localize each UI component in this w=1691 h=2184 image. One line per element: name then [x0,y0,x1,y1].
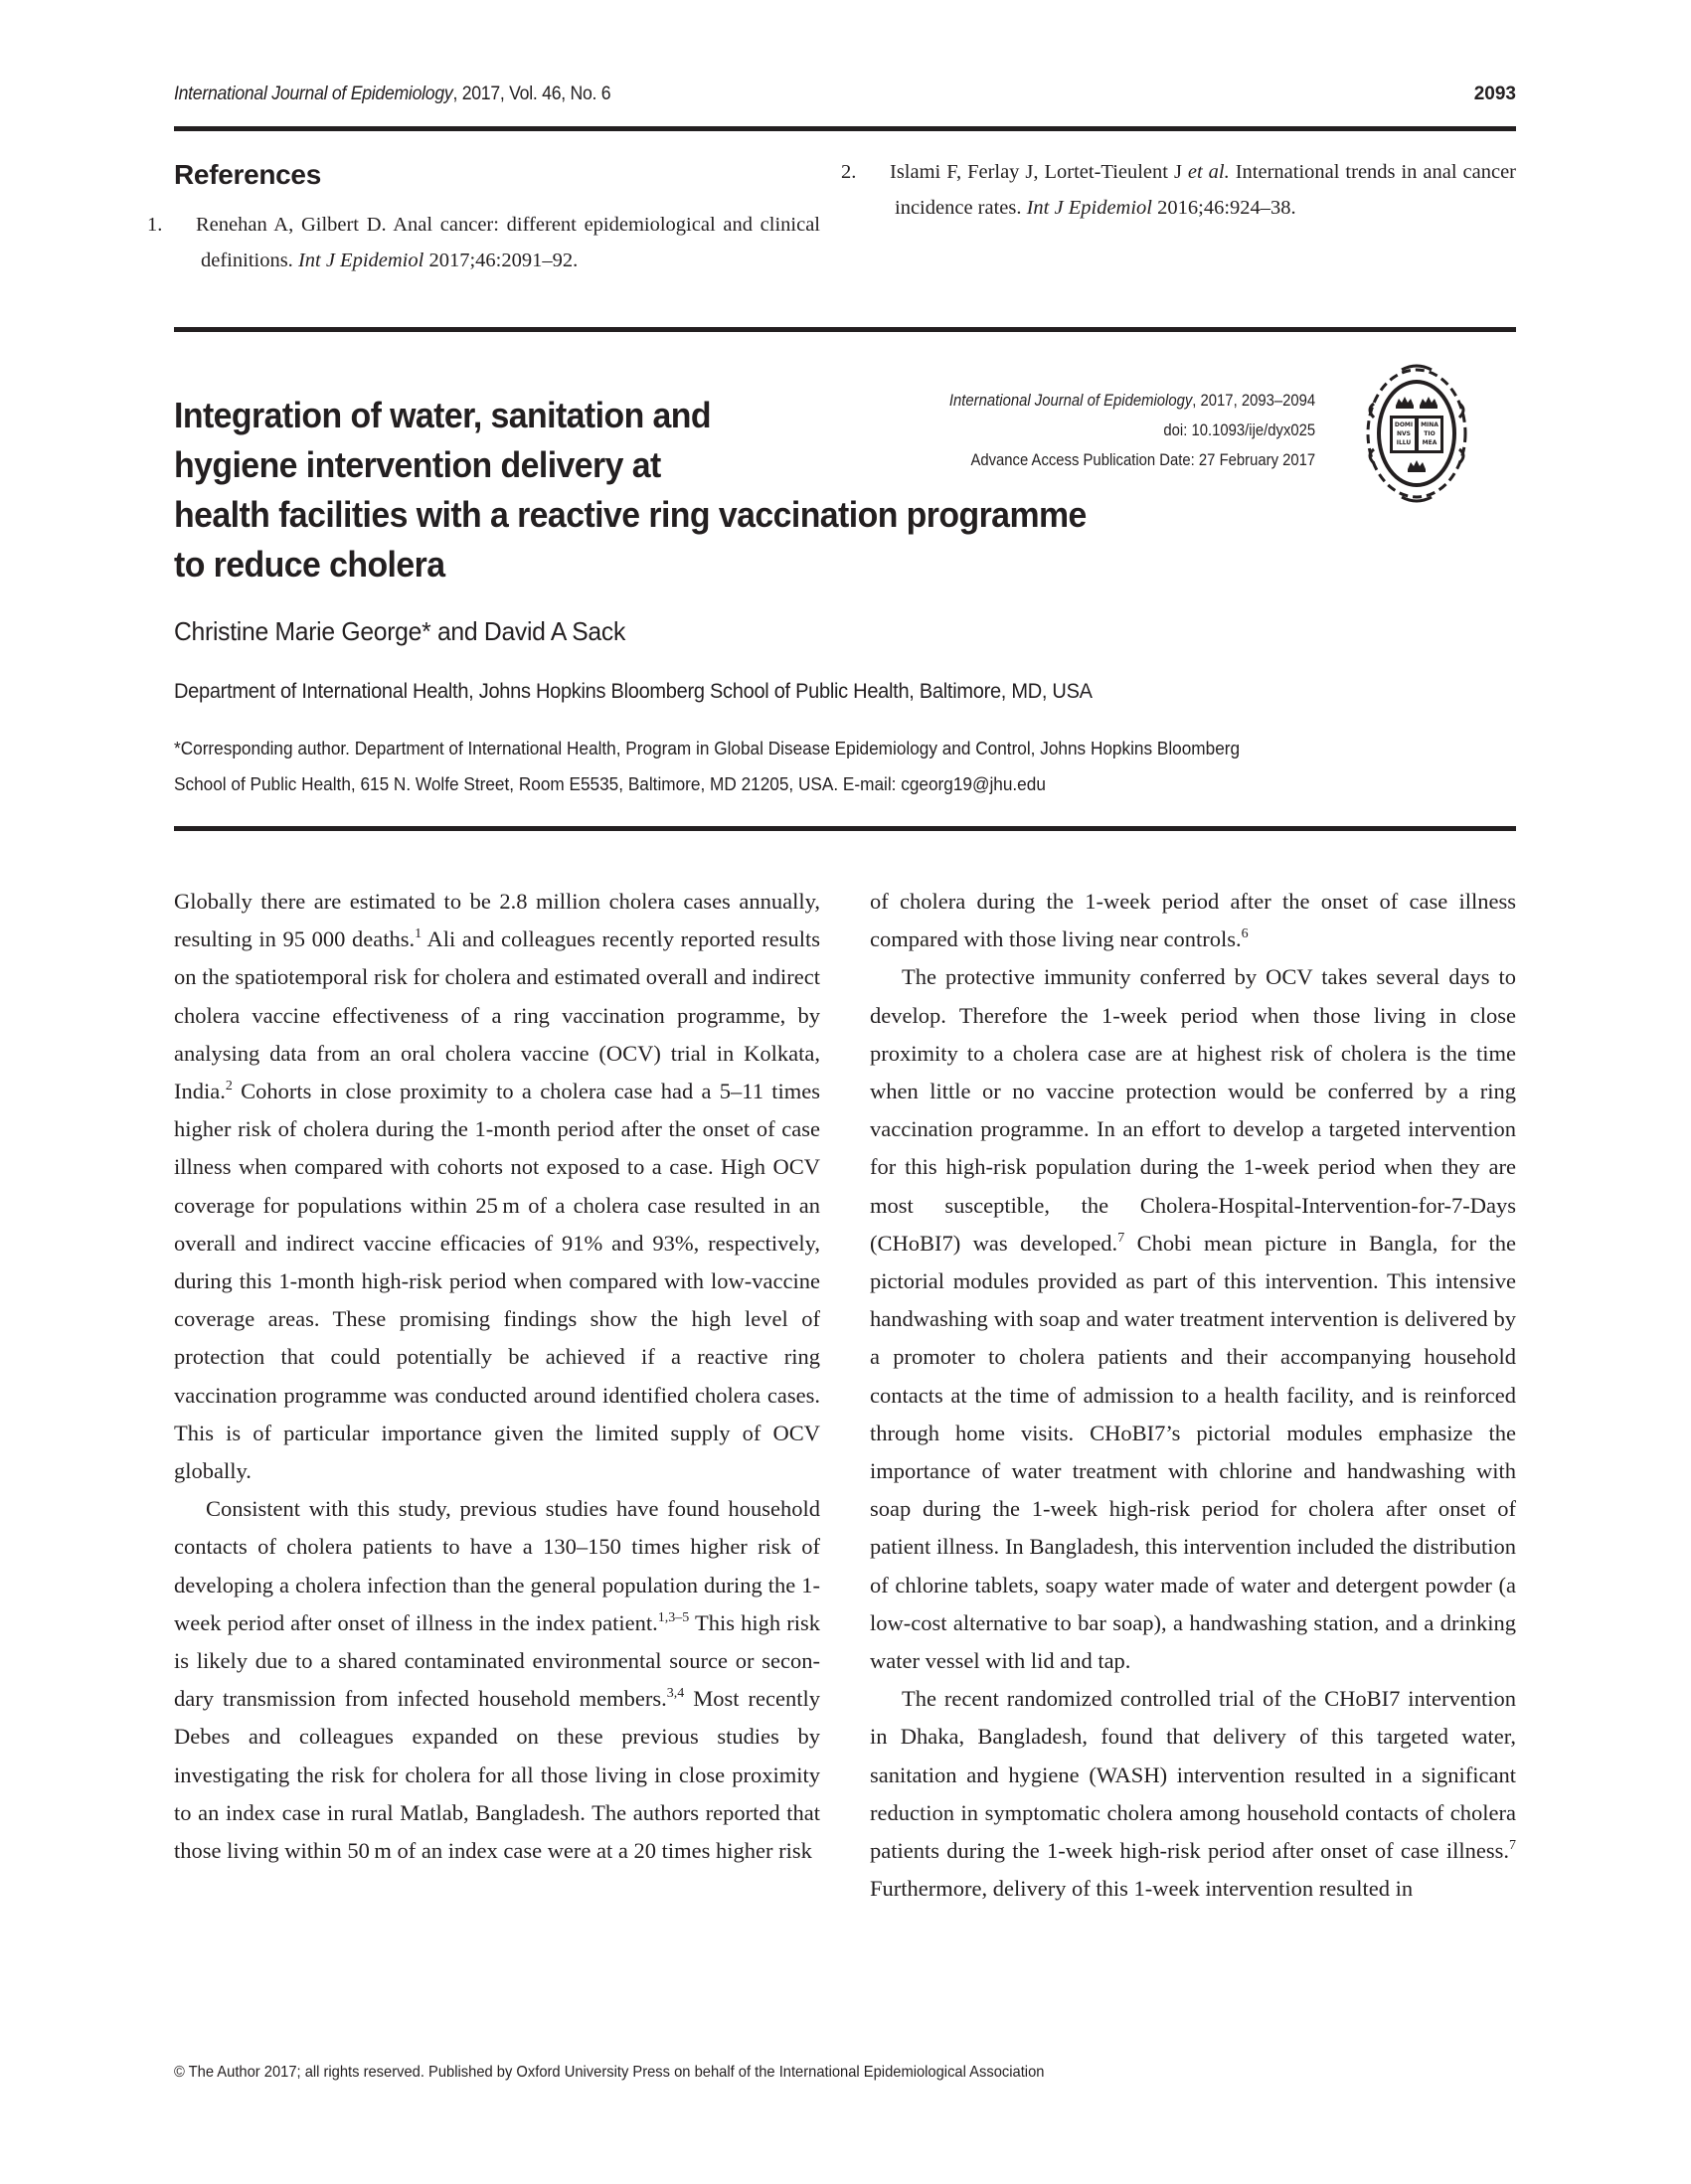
body-paragraph: The protective immunity conferred by OCV takes several days to develop. Therefore the 1-week period when those living in close proximity to a cholera case are at highest risk of cholera is the time when little or no vaccine protection would be conferred by a ring vaccination programme. In an effort to develop a targeted intervention for this high-risk population during the 1-week period when they are most susceptible, the Cholera-Hospital-Intervention-for-7-Days (CHoBI7) was developed.$^7$ Chobi mean picture in Bangla, for the pictorial modules provided as part of this intervention. This intensive handwashing with soap and water treatment intervention is delivered by a promoter to cholera patients and their accompanying household contacts at the time of admission to a health facility, and is reinforced through home visits. CHoBI7’s pictorial modules emphasize the importance of water treatment with chlorine and handwashing with soap during the 1-week high-risk period for cholera after onset of patient illness. In Bangladesh, this intervention included the distribution of chlorine tablets, soapy water made of water and detergent powder (a low-cost alternative to bar soap), a handwashing station, and a drinking water vessel with lid and tap. [870,964,1516,1674]
citation-ref[interactable]: 7 [1117,1230,1125,1246]
body-paragraph: of cholera during the 1-week period after the onset of case illness compared with those living near controls.$^6$ [870,889,1516,952]
citation-ref[interactable]: 1 [415,926,423,942]
author-affiliation: Department of International Health, Johns Hopkins Bloomberg School of Public Health, Baltimore, MD, USA [174,679,1093,703]
reference-item: 1. Renehan A, Gilbert D. Anal cancer: different epidemiological and clinical definitions. Int J Epidemiol 2017;46:2091–92. [147,214,820,271]
copyright-footer: © The Author 2017; all rights reserved. Published by Oxford University Press on behalf of the International Epidemiological Association [174,2064,1045,2081]
svg-text:DOMI: DOMI [1394,421,1414,428]
section-rule [174,327,1516,332]
page-number: 2093 [1473,84,1516,104]
meta-publication-date: Advance Access Publication Date: 27 February 2017 [970,451,1315,469]
section-rule [174,826,1516,831]
citation-ref[interactable]: 1,3–5 [657,1609,690,1625]
meta-journal: International Journal of Epidemiology, 2017, 2093–2094 [948,392,1315,410]
reference-item: 2. Islami F, Ferlay J, Lortet-Tieulent J et al. International trends in anal cancer incidence rates. Int J Epidemiol 2016;46:924–38. [841,161,1516,219]
running-header [174,84,1516,113]
reference-journal: Int J Epidemiol [297,250,424,271]
body-paragraph: Consistent with this study, previous studies have found household contacts of cholera patients to have a 130–150 times higher risk of developing a cholera infection than the general population during the 1-week period after onset of illness in the index patient.$^{1,3-5}$ This high risk is likely due to a shared contaminated environmental source or secondary transmission from infected household members.$^{3,4}$ Most recently Debes and colleagues expanded on these previous studies by investigating the risk for cholera for all those living in close proximity to an index case in rural Matlab, Bangladesh. The authors reported that those living within 50 m of an index case were at a 20 times higher risk [174,1496,820,1864]
body-column-left [174,883,820,1870]
citation-ref[interactable]: 6 [1241,926,1249,942]
svg-text:ILLU: ILLU [1396,439,1412,446]
corresponding-author: *Corresponding author. Department of International Health, Program in Global Disease Epidemiology and Control, Johns Hopkins Bloomberg School of Public Health, 615 N. Wolfe Street, Room E5535, Baltimore, MD 21205, USA. E-mail: cgeorg19@jhu.edu [174,738,1241,794]
svg-text:MEA: MEA [1422,439,1437,446]
svg-text:MINA: MINA [1421,421,1438,428]
citation-ref[interactable]: 2 [225,1079,233,1094]
body-paragraph: Globally there are estimated to be 2.8 million cholera cases annually, resulting in 95 000 deaths.$^1$ Ali and colleagues recently reported results on the spatiotemporal risk for cholera and estimated overall and indirect cholera vaccine effectiveness of a ring vaccination programme, by analysing data from an oral cholera vaccine (OCV) trial in Kolkata, India.$^2$ Cohorts in close proximity to a cholera case had a 5–11 times higher risk of cholera during the 1-month period after the onset of case illness when compared with cohorts not exposed to a case. High OCV coverage for populations within 25 m of a cholera case resulted in an overall and indirect vaccine efficacies of 91% and 93%, respectively, during this 1-month high-risk period when compared with low-vaccine coverage areas. These promising findings show the high level of protection that could potentially be achieved if a reactive ring vaccination programme was conducted around identified cholera cases. This is of particular importance given the limited supply of OCV globally. [174,889,820,1484]
body-column-right [870,883,1516,1908]
meta-doi: doi: 10.1093/ije/dyx025 [1163,421,1315,439]
body-paragraph: The recent randomized controlled trial of the CHoBI7 intervention in Dhaka, Bangladesh, found that delivery of this targeted water, sanitation and hygiene (WASH) intervention resulted in a significant reduction in symptomatic cholera among household contacts of cholera patients during the 1-week high-risk period after onset of case illness.$^7$ Furthermore, delivery of this 1-week intervention resulted in [870,1686,1516,1902]
references-heading: References [174,159,321,190]
article-title: Integration of water, sanitation and hygiene intervention delivery at health facilities with a reactive ring vaccination programme to reduce cholera [174,395,1087,585]
header-rule [174,126,1516,131]
svg-text:NVS: NVS [1397,430,1411,437]
citation-ref[interactable]: 3,4 [666,1686,685,1702]
society-crest-icon [1362,364,1471,503]
running-header-journal: International Journal of Epidemiology, 2017, Vol. 46, No. 6 [174,84,611,104]
article-meta [949,386,1315,475]
citation-ref[interactable]: 7 [1509,1838,1516,1854]
svg-text:TIO: TIO [1424,430,1436,437]
reference-journal: Int J Epidemiol [1026,197,1152,219]
article-authors: Christine Marie George* and David A Sack [174,616,626,646]
